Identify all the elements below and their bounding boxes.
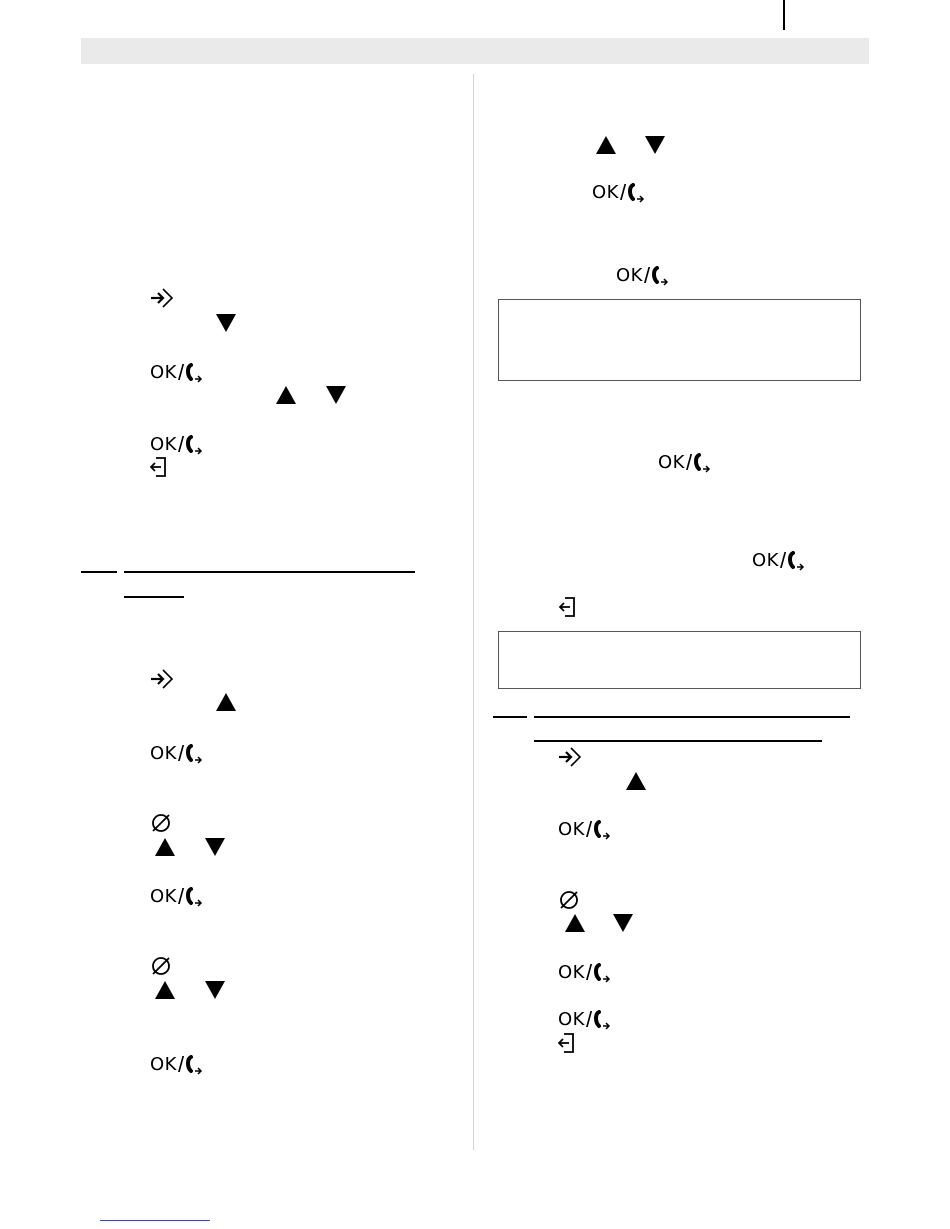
down-triangle-icon: [613, 914, 633, 932]
ok-call-icon: OK /: [150, 434, 203, 456]
down-triangle-icon: [326, 386, 346, 404]
menu-icon: [558, 746, 584, 773]
down-triangle-icon: [205, 838, 225, 856]
handset-icon: [627, 183, 645, 203]
up-triangle-icon: [155, 981, 175, 999]
up-triangle-icon: [276, 386, 296, 404]
down-triangle-icon: [205, 981, 225, 999]
section-heading-rule: [81, 571, 117, 573]
down-triangle-icon: [216, 314, 236, 332]
handset-icon: [185, 363, 203, 383]
handset-icon: [651, 266, 669, 286]
up-triangle-icon: [565, 914, 585, 932]
ok-call-icon: OK /: [150, 743, 203, 765]
ok-call-icon: OK /: [558, 819, 611, 841]
clear-icon: [150, 812, 172, 839]
ok-call-icon: OK /: [150, 886, 203, 908]
handset-icon: [593, 1010, 611, 1030]
up-triangle-icon: [216, 693, 236, 711]
section-heading-rule: [493, 716, 527, 718]
handset-icon: [185, 435, 203, 455]
back-icon: [558, 1032, 576, 1059]
handset-icon: [693, 453, 711, 473]
ok-call-icon: OK /: [150, 1054, 203, 1076]
section-heading-rule: [534, 716, 850, 718]
up-triangle-icon: [155, 838, 175, 856]
up-triangle-icon: [626, 772, 646, 790]
handset-icon: [787, 551, 805, 571]
handset-icon: [593, 963, 611, 983]
back-icon: [150, 456, 168, 483]
handset-icon: [185, 1055, 203, 1075]
ok-call-icon: OK /: [558, 1009, 611, 1031]
note-box: [498, 631, 861, 689]
menu-icon: [150, 668, 176, 695]
ok-call-icon: OK /: [616, 265, 669, 287]
menu-icon: [150, 287, 176, 314]
section-heading-rule: [124, 571, 415, 573]
footer-link-line: [100, 1220, 210, 1221]
ok-call-icon: OK /: [752, 550, 805, 572]
corner-tick: [783, 0, 785, 30]
handset-icon: [185, 887, 203, 907]
column-divider: [473, 74, 474, 1150]
back-icon: [559, 596, 577, 623]
down-triangle-icon: [645, 136, 665, 154]
ok-call-icon: OK /: [658, 452, 711, 474]
clear-icon: [150, 955, 172, 982]
ok-call-icon: OK /: [150, 362, 203, 384]
ok-call-icon: OK /: [592, 182, 645, 204]
header-bar: [81, 38, 869, 64]
ok-call-icon: OK /: [558, 962, 611, 984]
handset-icon: [185, 744, 203, 764]
section-heading-rule: [124, 596, 184, 598]
clear-icon: [558, 889, 580, 916]
note-box: [498, 299, 861, 381]
handset-icon: [593, 820, 611, 840]
section-heading-rule: [534, 740, 822, 742]
up-triangle-icon: [596, 136, 616, 154]
